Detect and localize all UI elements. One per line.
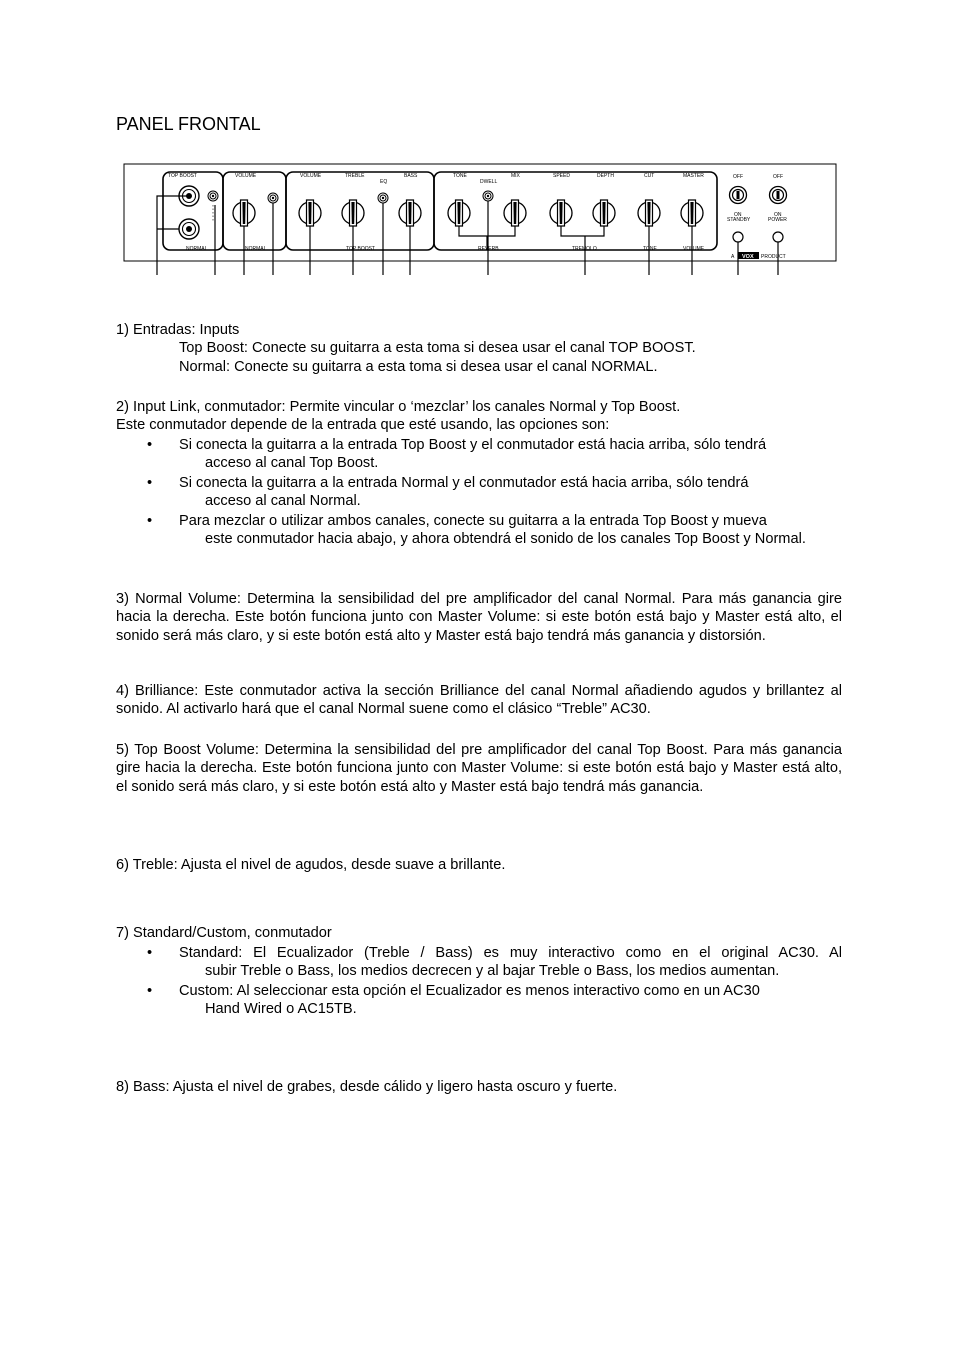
label-power-off: OFF [773,174,783,180]
section-2-bullet-1: • Si conecta la guitarra a la entrada Top Boost y el conmutador está hacia arriba, sólo tendrá acceso al canal Top Boost. [147,437,767,472]
section-5: 5) Top Boost Volume: Determina la sensibilidad del pre amplificador del canal Top Boost. Para más ganancia gire hacia la derecha. Este botón funciona junto con Master Volume: si este botón está bajo y Master está alto, el sonido será más claro, y si este botón está alto y Master está bajo tendrá más ganancia. [116,742,842,795]
section-2-title: 2) Input Link, conmutador: Permite vincular o ‘mezclar’ los canales Normal y Top Boost. [116,399,681,415]
normal-input-jack[interactable] [179,219,199,239]
section-2-intro: Este conmutador depende de la entrada que esté usando, las opciones son: [116,417,610,433]
label-speed: SPEED [553,173,570,179]
label-tremolo-section: TREMOLO [572,246,597,252]
label-tone-bottom: TONE [643,246,657,252]
input-link-switch[interactable] [208,191,218,201]
label-dwell: DWELL [480,179,498,185]
label-master: MASTER [683,173,704,179]
label-normal-volume: VOLUME [235,173,257,179]
label-reverb-tone: TONE [453,173,467,179]
bullet-marker: • [147,945,153,961]
section-1-title: 1) Entradas: Inputs [116,322,240,338]
label-power: POWER [768,217,787,223]
bullet-marker: • [147,437,153,453]
power-switch[interactable] [770,187,787,204]
section-7-bullet-2: • Custom: Al seleccionar esta opción el Ecualizador es menos interactivo como en un AC30 Hand Wired o AC15TB. [147,983,760,1018]
label-volume-bottom: VOLUME [683,246,705,252]
standby-indicator [733,232,743,242]
label-depth: DEPTH [597,173,614,179]
label-top-boost-section: TOP BOOST [346,246,375,252]
section-4: 4) Brilliance: Este conmutador activa la sección Brilliance del canal Normal añadiendo agudos y brillantez al sonido. Al activarlo hará que el canal Normal suene como el clásico “Treble” AC30. [116,683,842,718]
bullet-marker: • [147,475,153,491]
section-2-bullet-2: • Si conecta la guitarra a la entrada Normal y el conmutador está hacia arriba, sólo tendrá acceso al canal Normal. [147,475,749,510]
label-treble: TREBLE [345,173,365,179]
page-title: PANEL FRONTAL [116,114,261,134]
brand-a: A [731,254,735,260]
section-7-title: 7) Standard/Custom, conmutador [116,925,332,941]
brilliance-switch[interactable] [268,193,278,203]
label-top-boost: TOP BOOST [168,173,197,179]
section-7-bullet-1: • Standard: El Ecualizador (Treble / Bass) es muy interactivo como en el original AC30. Al subir Treble o Bass, los medios decrecen y al bajar Treble o Bass, los medios aumentan. [147,945,842,980]
label-standby-on: ON [734,212,742,218]
section-6: 6) Treble: Ajusta el nivel de agudos, desde suave a brillante. [116,857,506,873]
label-reverb-section: REVERB [478,246,499,252]
bullet-marker: • [147,983,153,999]
amp-front-panel-diagram [0,0,954,290]
brand-product: PRODUCT [761,254,786,260]
standby-switch[interactable] [730,187,747,204]
label-cut: CUT [644,173,655,179]
section-8: 8) Bass: Ajusta el nivel de grabes, desde cálido y ligero hasta oscuro y fuerte. [116,1079,618,1095]
section-1-normal: Normal: Conecte su guitarra a esta toma si desea usar el canal NORMAL. [179,359,658,375]
vox-logo-text: VOX [742,254,754,260]
power-indicator [773,232,783,242]
label-normal-input: NORMAL [186,246,208,252]
section-3: 3) Normal Volume: Determina la sensibilidad del pre amplificador del canal Normal. Para más ganancia gire hacia la derecha. Este botón funciona junto con Master Volume: si este botón está bajo y Master está alto, el sonido será más claro, y si este botón está alto y Master está bajo tendrá más ganancia y distorsión. [116,591,842,644]
label-standby: STANDBY [727,217,751,223]
bullet-marker: • [147,513,153,529]
section-2-bullet-3: • Para mezclar o utilizar ambos canales, conecte su guitarra a la entrada Top Boost y mueva este conmutador hacia abajo, y ahora obtendrá el sonido de los canales Top Boost y Normal. [147,513,806,548]
label-reverb-mix: MIX [511,173,520,179]
dwell-switch[interactable] [483,191,493,201]
section-1-top-boost: Top Boost: Conecte su guitarra a esta toma si desea usar el canal TOP BOOST. [179,340,696,356]
label-tb-volume: VOLUME [300,173,322,179]
label-power-on: ON [774,212,782,218]
label-eq: EQ [380,179,388,185]
label-standby-off: OFF [733,174,743,180]
label-bass: BASS [404,173,418,179]
label-normal-section: NORMAL [245,246,267,252]
eq-standard-custom-switch[interactable] [378,193,388,203]
